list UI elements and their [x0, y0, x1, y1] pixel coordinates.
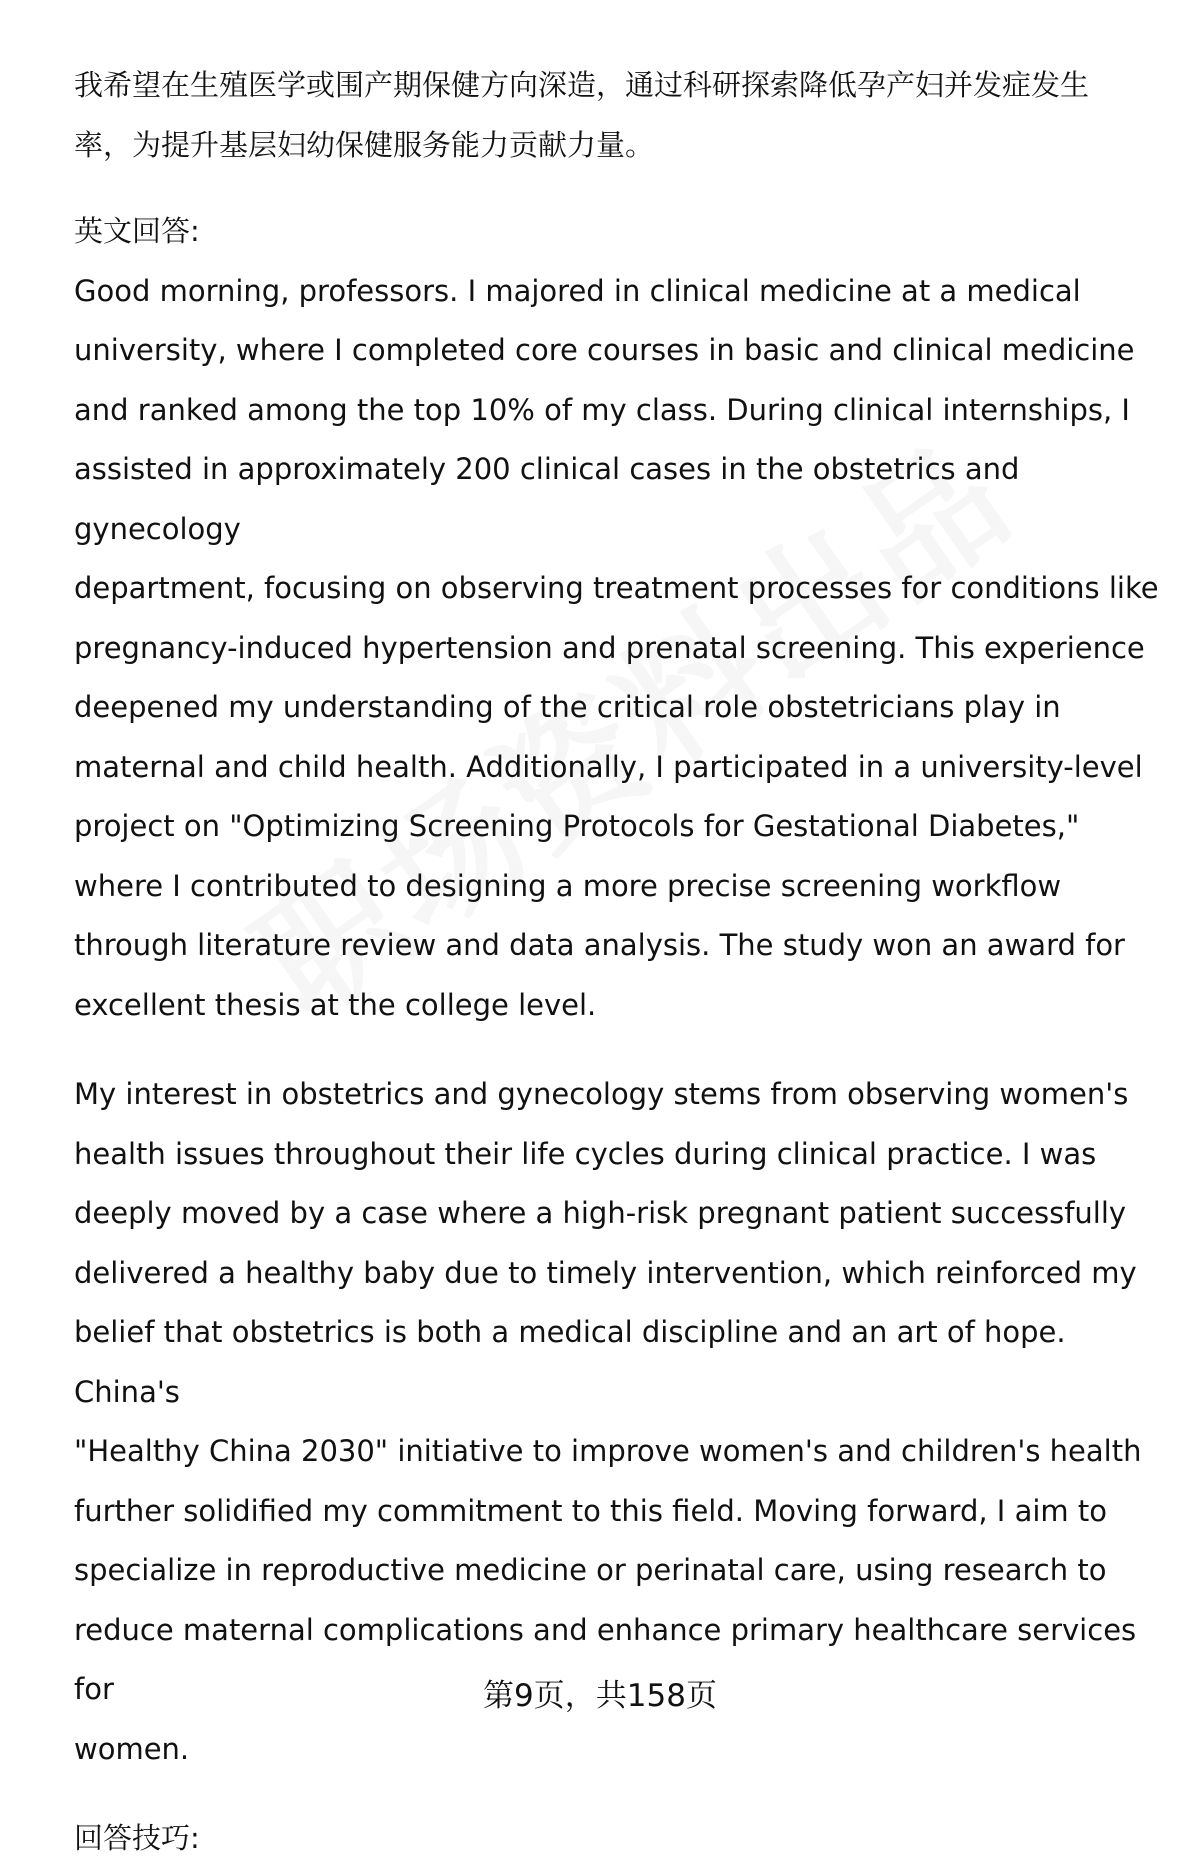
text-line: Good morning, professors. I majored in clinical medicine at a medical	[74, 273, 1081, 308]
text-line: 率，为提升基层妇幼保健服务能力贡献力量。	[74, 127, 655, 162]
answer-tips-heading: 回答技巧:	[74, 1821, 200, 1855]
page-content	[74, 56, 1164, 1869]
text-line: where I contributed to designing a more precise screening workflow	[74, 868, 1062, 903]
english-answer-paragraph-1	[74, 262, 1164, 1036]
text-line: 我希望在生殖医学或围产期保健方向深造，通过科研探索降低孕产妇并发症发生	[74, 68, 1090, 102]
text-line: maternal and child health. Additionally, I participated in a university-level	[74, 749, 1143, 784]
chinese-answer-paragraph	[74, 56, 1164, 175]
text-line: belief that obstetrics is both a medical discipline and an art of hope. China's	[74, 1315, 1066, 1409]
text-line: deeply moved by a case where a high-risk pregnant patient successfully	[74, 1196, 1127, 1230]
page-number-footer: 第9页，共158页	[483, 1678, 717, 1714]
text-line: My interest in obstetrics and gynecology stems from observing women's	[74, 1077, 1129, 1111]
text-line: project on "Optimizing Screening Protocols for Gestational Diabetes,"	[74, 809, 1080, 843]
text-line: through literature review and data analysis. The study won an award for	[74, 928, 1125, 962]
text-line: specialize in reproductive medicine or perinatal care, using research to	[74, 1553, 1107, 1587]
text-line: women.	[74, 1731, 190, 1766]
text-line: excellent thesis at the college level.	[74, 987, 597, 1022]
text-line: delivered a healthy baby due to timely intervention, which reinforced my	[74, 1255, 1137, 1290]
english-answer-paragraph-2	[74, 1065, 1164, 1779]
text-line: "Healthy China 2030" initiative to improve women's and children's health	[74, 1434, 1142, 1468]
text-line: department, focusing on observing treatment processes for conditions like	[74, 571, 1159, 605]
english-answer-heading: 英文回答:	[74, 214, 200, 248]
text-line: further solidified my commitment to this field. Moving forward, I aim to	[74, 1493, 1107, 1528]
text-line: health issues throughout their life cycles during clinical practice. I was	[74, 1136, 1097, 1171]
text-line: deepened my understanding of the critical role obstetricians play in	[74, 690, 1061, 724]
text-line: assisted in approximately 200 clinical cases in the obstetrics and gynecology	[74, 452, 1020, 546]
text-line: reduce maternal complications and enhance primary healthcare services for	[74, 1612, 1137, 1706]
text-line: university, where I completed core courses in basic and clinical medicine	[74, 333, 1135, 367]
text-line: pregnancy-induced hypertension and prenatal screening. This experience	[74, 630, 1145, 665]
text-line: and ranked among the top 10% of my class. During clinical internships, I	[74, 392, 1130, 427]
